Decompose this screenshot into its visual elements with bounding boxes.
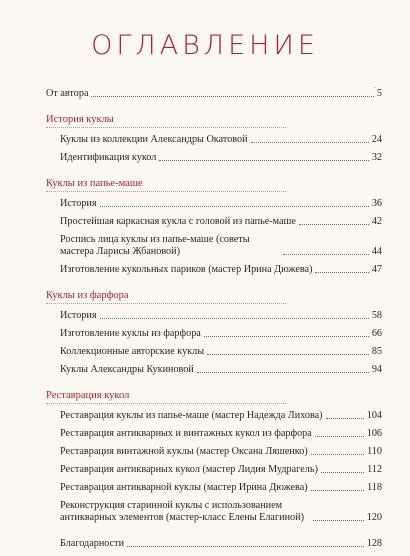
toc-entry-page: 118	[367, 482, 382, 493]
toc-entry-title: Реставрация антикварных кукол (мастер Лидия Мудрагель)	[60, 464, 318, 475]
dot-leader	[100, 206, 369, 207]
decorative-tick: ´	[373, 86, 376, 94]
toc-entry[interactable]	[46, 346, 382, 358]
toc-entry[interactable]	[46, 410, 382, 422]
toc-entry[interactable]	[46, 152, 382, 164]
toc-entry-page: 42	[371, 216, 382, 227]
toc-entry[interactable]	[46, 328, 382, 340]
toc-entry-title: Благодарности	[60, 538, 125, 549]
section-heading-restoration: Реставрация кукол	[46, 390, 286, 404]
toc-entry-page: 94	[371, 364, 382, 375]
toc-entry-title: Куклы из коллекции Александры Окатовой	[60, 134, 248, 145]
dot-leader	[321, 472, 364, 473]
toc-entry[interactable]	[46, 216, 382, 228]
toc-entry-acknowledgements[interactable]	[46, 538, 382, 550]
section-heading-history: История куклы	[46, 114, 286, 128]
toc-entry-page: 44	[371, 246, 382, 257]
dot-leader	[204, 336, 369, 337]
toc-entry-title: Реставрация винтажной куклы (мастер Оксана Ляшенко)	[60, 446, 308, 457]
dot-leader	[299, 224, 369, 225]
dot-leader	[207, 354, 369, 355]
toc-entry-page: 106	[366, 428, 382, 439]
dot-leader	[315, 436, 364, 437]
toc-entry-title: Роспись лица куклы из папье-маше (советы мастера Ларисы Жбановой)	[60, 234, 250, 257]
toc-entry[interactable]	[46, 134, 382, 146]
dot-leader	[127, 546, 364, 547]
dot-leader	[251, 142, 369, 143]
toc-entry-title: Реставрация антикварной куклы (мастер Ирина Дюжева)	[60, 482, 308, 493]
page-title: ОГЛАВЛЕНИЕ	[91, 30, 319, 61]
toc-entry[interactable]	[46, 446, 382, 458]
dot-leader	[283, 254, 369, 255]
toc-entry-page: 85	[371, 346, 382, 357]
toc-entry[interactable]	[46, 198, 382, 210]
toc-entry-title: Реконструкция старинной куклы с использованием антикварных элементов (мастер-класс Елены Елагиной)	[60, 500, 304, 523]
toc-entry-intro[interactable]	[46, 88, 382, 100]
toc-entry[interactable]	[46, 234, 382, 258]
toc-entry[interactable]	[46, 364, 382, 376]
section-heading-porcelain: Куклы из фарфора	[46, 290, 286, 304]
toc-entry-title: Идентификация кукол	[60, 152, 157, 163]
toc-entry-page: 36	[371, 198, 382, 209]
toc-entry-page: 32	[371, 152, 382, 163]
table-of-contents	[46, 88, 382, 556]
dot-leader	[313, 520, 364, 521]
dot-leader	[315, 272, 368, 273]
toc-entry[interactable]	[46, 500, 382, 524]
toc-entry-title: Реставрация куклы из папье-маше (мастер Надежда Лихова)	[60, 410, 323, 421]
toc-entry-title: Изготовление куклы из фарфора	[60, 328, 201, 339]
toc-entry[interactable]	[46, 264, 382, 276]
toc-entry-page: 24	[371, 134, 382, 145]
toc-entry-page: 66	[371, 328, 382, 339]
dot-leader	[311, 454, 364, 455]
dot-leader	[311, 490, 364, 491]
toc-entry-title: От автора	[46, 88, 89, 99]
toc-entry-page: 128	[366, 538, 382, 549]
toc-entry[interactable]	[46, 428, 382, 440]
toc-entry-page: 58	[371, 310, 382, 321]
toc-entry-page: 120	[366, 512, 382, 523]
toc-entry-page: 5	[376, 88, 382, 99]
toc-entry-page: 47	[371, 264, 382, 275]
toc-entry-page: 104	[366, 410, 382, 421]
toc-entry[interactable]	[46, 482, 382, 494]
toc-entry-title: Куклы Александры Кукиновой	[60, 364, 194, 375]
dot-leader	[197, 372, 369, 373]
toc-entry-title: Реставрация антикварных и винтажных кукол из фарфора	[60, 428, 312, 439]
section-heading-papier-mache: Куклы из папье-маше	[46, 178, 286, 192]
toc-entry-title: История	[60, 310, 97, 321]
dot-leader	[159, 160, 369, 161]
toc-entry[interactable]	[46, 310, 382, 322]
toc-entry-title: История	[60, 198, 97, 209]
toc-entry[interactable]	[46, 464, 382, 476]
toc-entry-page: 112	[367, 464, 382, 475]
toc-entry-title: Изготовление кукольных париков (мастер Ирина Дюжева)	[60, 264, 313, 275]
dot-leader	[100, 318, 369, 319]
toc-entry-title: Простейшая каркасная кукла с головой из папье-маше	[60, 216, 296, 227]
dot-leader	[91, 96, 373, 97]
dot-leader	[326, 418, 364, 419]
toc-entry-page: 110	[367, 446, 382, 457]
toc-entry-title: Коллекционные авторские куклы	[60, 346, 205, 357]
